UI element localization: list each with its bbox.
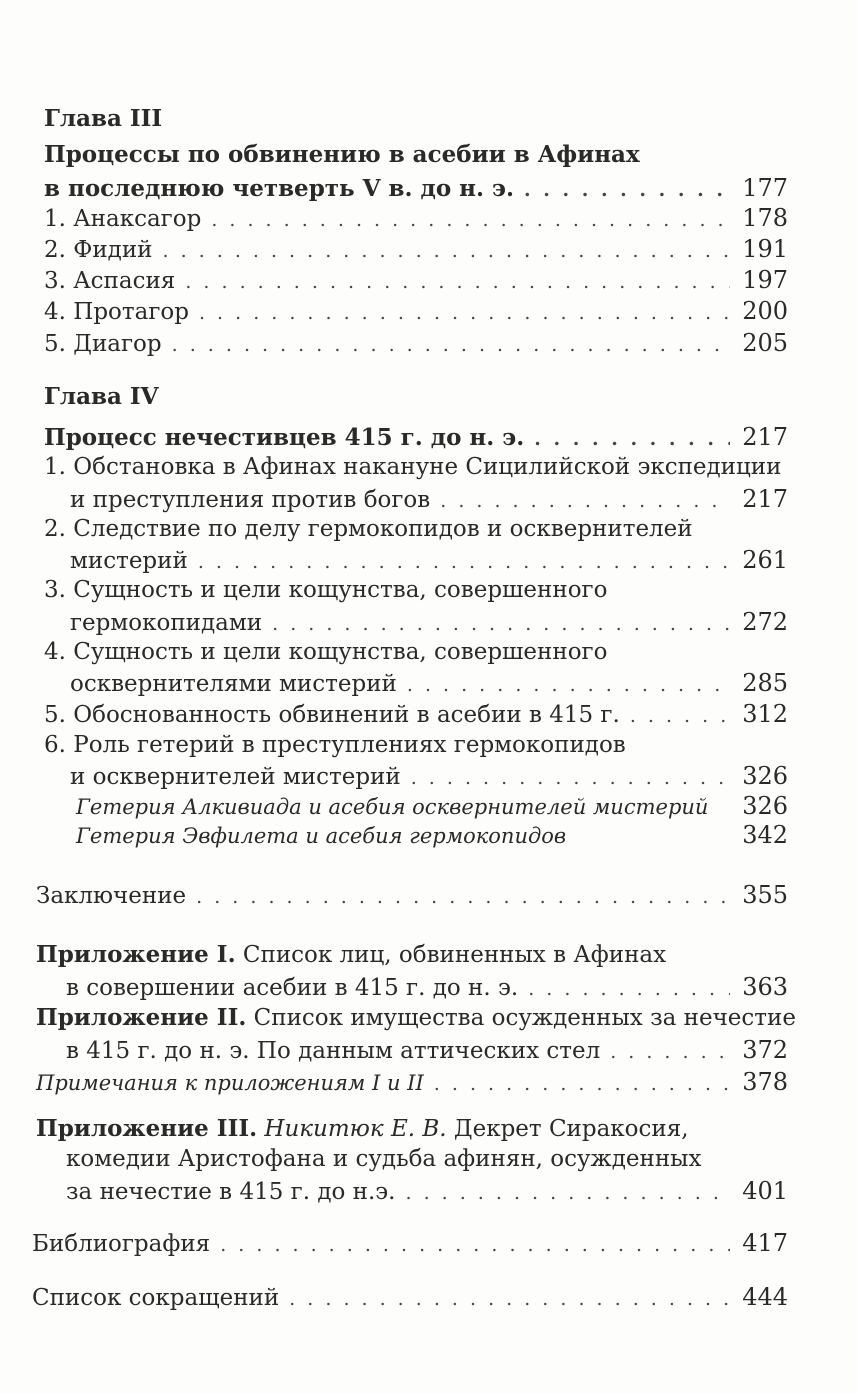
page-number: 312 — [742, 700, 788, 728]
toc-entry-notes[interactable]: Примечания к приложениям I и II . . . 378 — [36, 1065, 788, 1099]
leader-dots — [289, 1282, 730, 1316]
appendix-3-line-2: комедии Аристофана и судьба афинян, осужденных — [66, 1146, 702, 1172]
toc-subentry[interactable]: Гетерия Эвфилета и асебия гермокопидов 342 — [76, 818, 788, 852]
leader-dots — [405, 1176, 730, 1210]
chapter-4-heading: Глава IV — [44, 383, 159, 410]
toc-entry-line: 1. Обстановка в Афинах накануне Сицилийской экспедиции — [44, 454, 782, 480]
appendix-label: Приложение III. — [36, 1115, 258, 1142]
page-number: 205 — [742, 329, 788, 357]
appendix-title: Список лиц, обвиненных в Афинах — [235, 942, 667, 968]
page-number: 285 — [742, 669, 788, 697]
chapter-3-title-line-1: Процессы по обвинению в асебии в Афинах — [44, 141, 640, 168]
leader-dots — [610, 1035, 730, 1069]
page-number: 272 — [742, 608, 788, 636]
appendix-label: Приложение I. — [36, 941, 236, 968]
appendix-1-line-1 — [36, 938, 666, 972]
toc-entry[interactable]: и преступления против богов . . . 217 — [70, 482, 788, 516]
page-number: 342 — [742, 821, 788, 849]
leader-dots — [199, 296, 730, 330]
page-number: 261 — [742, 546, 788, 574]
page-number: 326 — [742, 762, 788, 790]
toc-entry[interactable]: 5. Обоснованность обвинений в асебии в 415 г. . . . 312 — [44, 697, 788, 731]
page-number: 326 — [742, 792, 788, 820]
page-number: 217 — [742, 423, 788, 451]
appendix-title: Список имущества осужденных за нечестие — [246, 1005, 796, 1031]
toc-entry-line: 3. Сущность и цели кощунства, совершенного — [44, 577, 608, 603]
appendix-title: Декрет Сиракосия, — [446, 1116, 689, 1142]
toc-entry[interactable]: 2. Фидий . . . 191 — [44, 232, 788, 266]
appendix-3-line-1 — [36, 1112, 689, 1146]
toc-entry-abbreviations[interactable]: Список сокращений . . . 444 — [32, 1280, 788, 1314]
leader-dots — [172, 328, 730, 362]
page-number: 372 — [742, 1036, 788, 1064]
toc-entry[interactable]: и осквернителей мистерий . . . 326 — [70, 759, 788, 793]
page-number: 355 — [742, 881, 788, 909]
toc-entry-line: 2. Следствие по делу гермокопидов и осквернителей — [44, 516, 693, 542]
page-number: 417 — [742, 1229, 788, 1257]
chapter-3-title-entry[interactable]: в последнюю четверть V в. до н. э. . . . 177 — [44, 171, 788, 205]
appendix-author: Никитюк Е. В. — [257, 1116, 447, 1142]
page-number: 363 — [742, 973, 788, 1001]
toc-entry-appendix-3[interactable]: за нечестие в 415 г. до н.э. . . . 401 — [66, 1174, 788, 1208]
toc-entry-conclusion[interactable]: Заключение . . . 355 — [36, 878, 788, 912]
toc-entry[interactable]: 5. Диагор . . . 205 — [44, 326, 788, 360]
toc-entry-bibliography[interactable]: Библиография . . . 417 — [32, 1226, 788, 1260]
page-number: 401 — [742, 1177, 788, 1205]
leader-dots — [630, 699, 730, 733]
page-number: 178 — [742, 204, 788, 232]
page-number: 217 — [742, 485, 788, 513]
appendix-2-line-1 — [36, 1001, 796, 1035]
chapter-4-title-entry[interactable]: Процесс нечестивцев 415 г. до н. э. . . . 217 — [44, 420, 788, 454]
toc-entry-line: 6. Роль гетерий в преступлениях гермокопидов — [44, 732, 626, 758]
leader-dots — [196, 880, 730, 914]
toc-subentry[interactable]: Гетерия Алкивиада и асебия осквернителей мистерий 326 — [76, 789, 788, 823]
page-number: 444 — [742, 1283, 788, 1311]
leader-dots — [434, 1067, 730, 1101]
page-number: 200 — [742, 297, 788, 325]
toc-entry-appendix-1[interactable]: в совершении асебии в 415 г. до н. э. . . . 363 — [66, 970, 788, 1004]
toc-entry[interactable]: 1. Анаксагор . . . 178 — [44, 201, 788, 235]
page-number: 191 — [742, 235, 788, 263]
toc-entry[interactable]: мистерий . . . 261 — [70, 543, 788, 577]
leader-dots — [220, 1228, 730, 1262]
page-number: 378 — [742, 1068, 788, 1096]
toc-entry[interactable]: 3. Аспасия . . . 197 — [44, 263, 788, 297]
toc-entry[interactable]: гермокопидами . . . 272 — [70, 605, 788, 639]
chapter-3-heading: Глава III — [44, 105, 163, 132]
toc-entry[interactable]: осквернителями мистерий . . . 285 — [70, 666, 788, 700]
toc-entry[interactable]: 4. Протагор . . . 200 — [44, 294, 788, 328]
toc-entry-line: 4. Сущность и цели кощунства, совершенного — [44, 639, 608, 665]
page-number: 177 — [742, 174, 788, 202]
page-number: 197 — [742, 266, 788, 294]
appendix-label: Приложение II. — [36, 1004, 247, 1031]
toc-entry-appendix-2[interactable]: в 415 г. до н. э. По данным аттических стел . . . 372 — [66, 1033, 788, 1067]
